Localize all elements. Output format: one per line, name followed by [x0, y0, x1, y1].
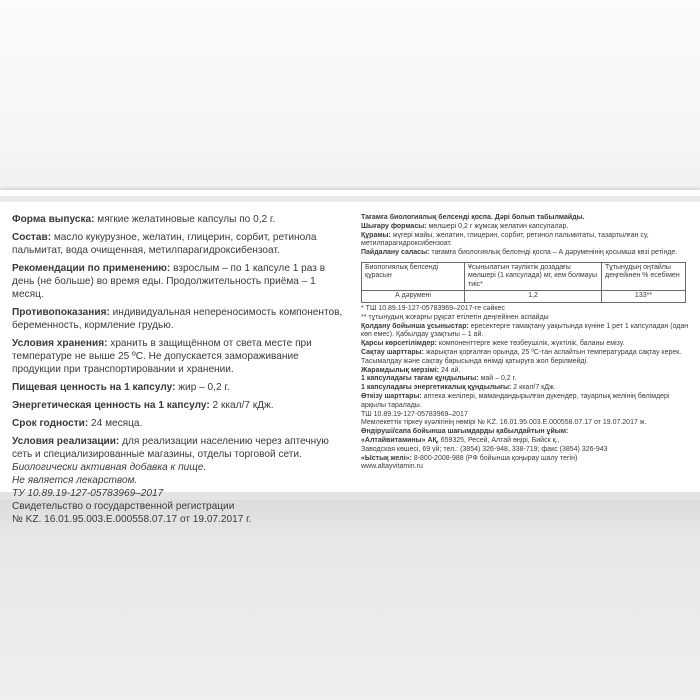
kz-footnote-1: * ТШ 10.89.19-127-05783969–2017-ге сәйкес — [361, 304, 505, 312]
table-header-amount: Ұсынылатын тәуліктік дозадағы мөлшері (1 капсулада) мг, кем болмауы тиіс* — [465, 262, 602, 291]
table-cell-percent: 133** — [602, 291, 686, 303]
kz-shelf-life: Жарамдылық мерзімі: 24 ай. — [361, 366, 461, 374]
kz-tech-spec: ТШ 10.89.19-127-05783969–2017 — [361, 410, 468, 418]
supplement-note: Биологически активная добавка к пище. — [12, 462, 207, 473]
table-header-row — [362, 262, 686, 291]
shelf-life: Срок годности: 24 месяца. — [12, 418, 143, 429]
tech-spec: ТУ 10.89.19-127-05783969–2017 — [12, 488, 164, 499]
kz-release-form: Шығару формасы: мөлшері 0,2 г жұмсақ желатин капсулалар. — [361, 222, 569, 230]
kz-heading: Тағамға биологиялық белсенді қоспа. Дәрі болып табылмайды. — [361, 214, 585, 221]
certificate-title: Свидетельство о государственной регистрации — [12, 501, 235, 512]
food-value: Пищевая ценность на 1 капсулу: жир – 0,2 г. — [12, 382, 230, 393]
kz-usage: Қолдану бойынша ұсыныстар: ересектерге тамақтану уақытында күніне 1 рет 1 капсуладан (одан көп емес). Қабылдау ұзақтығы – 1 ай. — [361, 322, 689, 339]
certificate-number: № KZ. 16.01.95.003.Е.000558.07.17 от 19.07.2017 г. — [12, 514, 252, 525]
kz-area: Пайдалану саласы: тағамға биологиялық белсенді қоспа – А дәруменінің қосымша көзі ретінде. — [361, 249, 678, 257]
usage: Рекомендации по применению: взрослым – по 1 капсуле 1 раз в день (не больше) во время еды. Продолжительность приёма – 1 месяц. — [12, 263, 326, 300]
kz-registration: Мемлекеттік тіркеу куәлігінің нөмірі № KZ. 16.01.95.003.Е.000558.07.17 от 19.07.2017 ж. — [361, 419, 647, 427]
kz-footnote-2: ** тұтынудың жоғарғы рұқсат етілетін деңгейінен аспайды — [361, 313, 549, 321]
table-row — [362, 291, 686, 303]
kz-hotline: «Ыстық желі»: 8-800-2008-988 (РФ бойынша қоңырау шалу тегін) — [361, 454, 578, 462]
kz-storage: Сақтау шарттары: жарықтан қорғалған орында, 25 ºС-тан аспайтын температурада сақтау керек. Тасымалдау және сақтау барысында өнімді қатыруға жол берілмейді. — [361, 348, 682, 365]
composition: Состав: масло кукурузное, желатин, глицерин, сорбит, ретинола пальмитат, вода очищенная, метилпарагидроксибензоат. — [12, 232, 317, 256]
table-header-percent: Тұтынудың оңтайлы деңгейінен % есебімен — [602, 262, 686, 291]
kazakh-info-column — [361, 214, 691, 472]
energy-value: Энергетическая ценность на 1 капсулу: 2 ккал/7 кДж. — [12, 400, 274, 411]
kz-sale-conditions: Өткізу шарттары: аптека желілері, мамандандырылған дүкендер, тауарлық желінің бөлімдері арқылы таралады. — [361, 392, 670, 409]
kz-food-value: 1 капсуладағы тағам құндылығы: май – 0,2 г. — [361, 375, 517, 383]
box-top-surface — [0, 0, 700, 170]
kz-manufacturer-address: Заводская көшесі, 69 үй; тел.: (3854) 326-948, 338-719; факс (3854) 326-943 — [361, 445, 608, 453]
kz-contraindications: Қарсы көрсетілімдер: компоненттерге жеке төзбеушілік, жүктілік, баланы емізу. — [361, 340, 625, 348]
release-form: Форма выпуска: мягкие желатиновые капсулы по 0,2 г. — [12, 214, 276, 225]
table-cell-amount: 1,2 — [465, 291, 602, 303]
russian-info-column — [12, 213, 348, 526]
sale-conditions: Условия реализации: для реализации населению через аптечную сеть и специализированные магазины, отделы торговой сети. — [12, 436, 329, 460]
storage: Условия хранения: хранить в защищённом от света месте при температуре не выше 25 ºС. Не допускается замораживание продукции при транспортировании и хранении. — [12, 338, 312, 375]
nutrient-table — [361, 262, 686, 303]
box-bottom-surface — [0, 500, 700, 700]
not-medicine-note: Не является лекарством. — [12, 475, 138, 486]
table-header-component: Биологиялық белсенді құрасын — [362, 262, 465, 291]
kz-website: www.altayvitamin.ru — [361, 463, 423, 471]
kz-manufacturer-label: Өндіруші/сапа бойынша шағымдарды қабылдайтын ұйым: — [361, 428, 569, 436]
table-cell-component: А дәрумені — [362, 291, 465, 303]
kz-manufacturer: «Алтайвитамины» АҚ, 659325, Ресей, Алтай өңірі, Бийск қ., — [361, 436, 560, 444]
kz-energy-value: 1 капсуладағы энергетикалық құндылығы: 2 ккал/7 кДж. — [361, 384, 556, 392]
kz-composition: Құрамы: жүгері майы, желатин, глицерин, сорбит, ретинол пальмитаты, тазартылған су, метилпарагидроксибензоат. — [361, 231, 649, 248]
panel-top-edge — [0, 196, 700, 202]
contraindications: Противопоказания: индивидуальная непереносимость компонентов, беременность, кормление грудью. — [12, 307, 343, 331]
